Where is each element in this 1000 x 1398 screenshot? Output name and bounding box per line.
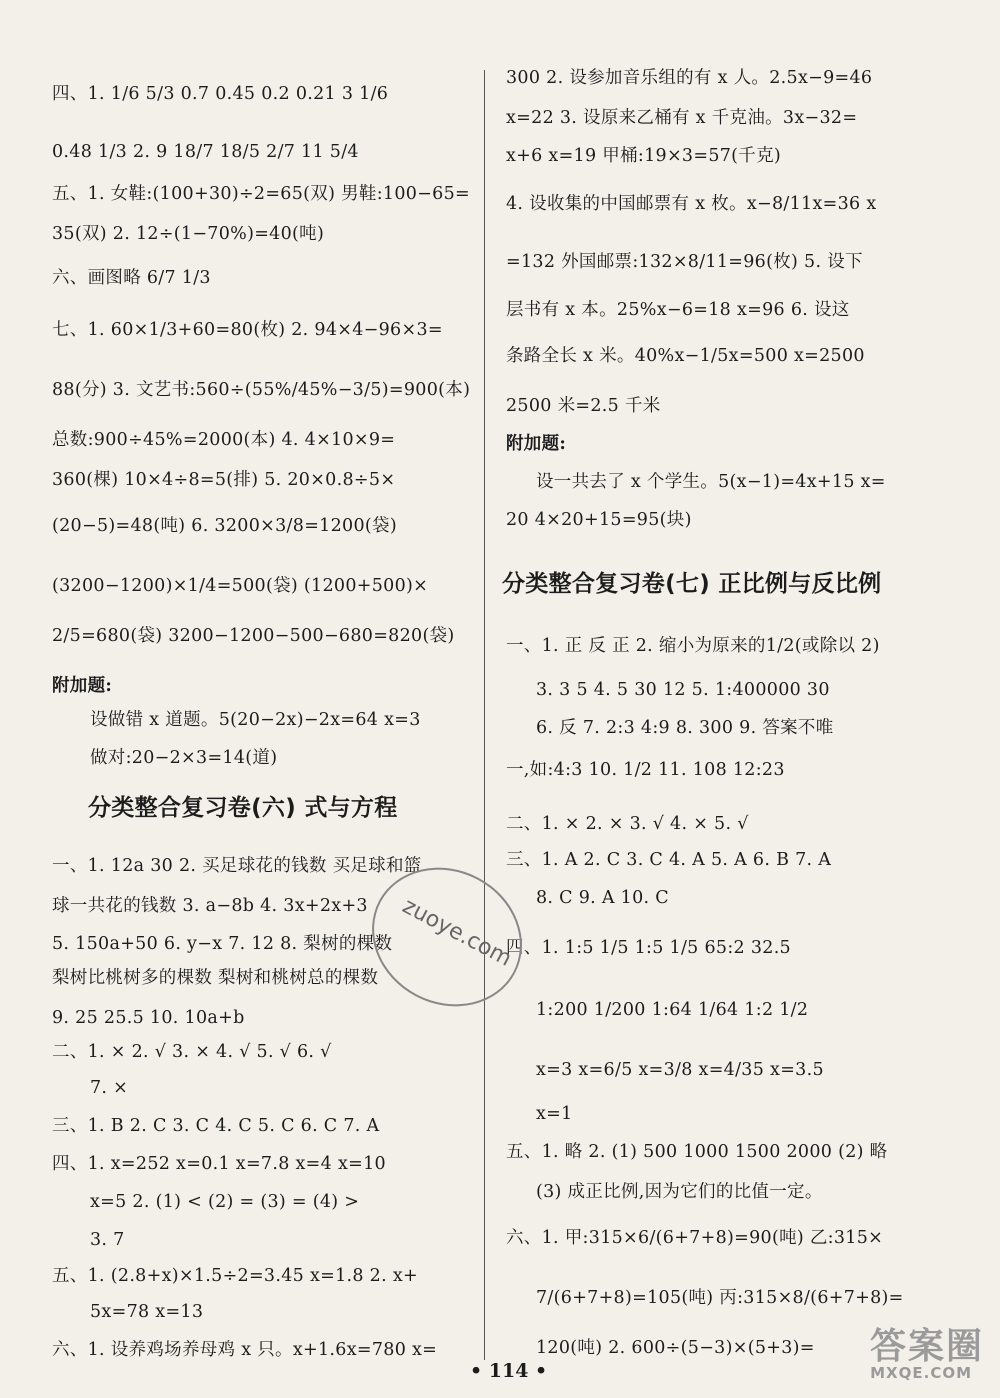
answer-line: 四、1. 1/6 5/3 0.7 0.45 0.2 0.21 3 1/6 [52, 84, 389, 104]
answer-line: 1:200 1/200 1:64 1/64 1:2 1/2 [536, 1000, 809, 1020]
answer-line: 设一共去了 x 个学生。5(x−1)=4x+15 x= [536, 472, 886, 492]
answer-line: 7. × [90, 1078, 129, 1098]
answer-line: (3) 成正比例,因为它们的比值一定。 [536, 1182, 823, 1202]
answer-line: 做对:20−2×3=14(道) [90, 748, 278, 768]
answer-line: 五、1. 略 2. (1) 500 1000 1500 2000 (2) 略 [506, 1142, 888, 1162]
answer-line: 七、1. 60×1/3+60=80(枚) 2. 94×4−96×3= [52, 320, 443, 340]
section-title-six: 分类整合复习卷(六) 式与方程 [88, 795, 398, 821]
answer-line: 设做错 x 道题。5(20−2x)−2x=64 x=3 [90, 710, 421, 730]
answer-line: 六、1. 设养鸡场养母鸡 x 只。x+1.6x=780 x= [52, 1340, 438, 1360]
answer-line: 二、1. × 2. √ 3. × 4. √ 5. √ 6. √ [52, 1042, 332, 1062]
answer-line: 6. 反 7. 2:3 4:9 8. 300 9. 答案不唯 [536, 718, 834, 738]
answer-line: 四、1. 1:5 1/5 1:5 1/5 65:2 32.5 [506, 938, 791, 958]
answer-line: 六、1. 甲:315×6/(6+7+8)=90(吨) 乙:315× [506, 1228, 884, 1248]
answer-line: 4. 设收集的中国邮票有 x 枚。x−8/11x=36 x [506, 194, 877, 214]
answer-line: =132 外国邮票:132×8/11=96(枚) 5. 设下 [506, 252, 863, 272]
answer-line: 360(棵) 10×4÷8=5(排) 5. 20×0.8÷5× [52, 470, 396, 490]
answer-line: 88(分) 3. 文艺书:560÷(55%/45%−3/5)=900(本) [52, 380, 471, 400]
logo-text: 答案圈 [869, 1326, 984, 1367]
answer-line: (20−5)=48(吨) 6. 3200×3/8=1200(袋) [52, 516, 397, 536]
answer-line: x=1 [536, 1104, 573, 1124]
column-divider [484, 70, 485, 1360]
answer-line: x+6 x=19 甲桶:19×3=57(千克) [506, 146, 782, 166]
answer-line: 层书有 x 本。25%x−6=18 x=96 6. 设这 [506, 300, 850, 320]
answer-line: 7/(6+7+8)=105(吨) 丙:315×8/(6+7+8)= [536, 1288, 904, 1308]
logo-url: MXQE.COM [870, 1364, 972, 1382]
answer-line: 三、1. A 2. C 3. C 4. A 5. A 6. B 7. A [506, 850, 832, 870]
answer-line: 球一共花的钱数 3. a−8b 4. 3x+2x+3 [52, 896, 368, 916]
answer-line: 35(双) 2. 12÷(1−70%)=40(吨) [52, 224, 325, 244]
answer-line: 20 4×20+15=95(块) [506, 510, 692, 530]
answer-line: 300 2. 设参加音乐组的有 x 人。2.5x−9=46 [506, 68, 873, 88]
answer-line: 五、1. (2.8+x)×1.5÷2=3.45 x=1.8 2. x+ [52, 1266, 418, 1286]
answer-line: 3. 7 [90, 1230, 125, 1250]
answer-line: 2500 米=2.5 千米 [506, 396, 661, 416]
answer-line: 一,如:4:3 10. 1/2 11. 108 12:23 [506, 760, 785, 780]
answer-line: 8. C 9. A 10. C [536, 888, 669, 908]
answer-line: (3200−1200)×1/4=500(袋) (1200+500)× [52, 576, 429, 596]
section-title-seven: 分类整合复习卷(七) 正比例与反比例 [502, 571, 882, 597]
answer-line: 9. 25 25.5 10. 10a+b [52, 1008, 245, 1028]
answer-line: 梨树比桃树多的棵数 梨树和桃树总的棵数 [52, 968, 379, 988]
answer-line: 二、1. × 2. × 3. √ 4. × 5. √ [506, 814, 749, 834]
answer-line: 一、1. 12a 30 2. 买足球花的钱数 买足球和篮 [52, 856, 422, 876]
answer-line: 0.48 1/3 2. 9 18/7 18/5 2/7 11 5/4 [52, 142, 359, 162]
answer-line: 三、1. B 2. C 3. C 4. C 5. C 6. C 7. A [52, 1116, 380, 1136]
answer-line: 5. 150a+50 6. y−x 7. 12 8. 梨树的棵数 [52, 934, 393, 954]
answer-line: 2/5=680(袋) 3200−1200−500−680=820(袋) [52, 626, 455, 646]
answer-line: 3. 3 5 4. 5 30 12 5. 1:400000 30 [536, 680, 830, 700]
answer-line: x=22 3. 设原来乙桶有 x 千克油。3x−32= [506, 108, 858, 128]
corner-logo [820, 1318, 990, 1388]
answer-line: 5x=78 x=13 [90, 1302, 204, 1322]
answer-line: x=3 x=6/5 x=3/8 x=4/35 x=3.5 [536, 1060, 824, 1080]
watermark-stamp: zuoye.com [348, 842, 547, 1033]
answer-line: 四、1. x=252 x=0.1 x=7.8 x=4 x=10 [52, 1154, 386, 1174]
answer-line: 附加题: [52, 676, 113, 696]
answer-line: 六、画图略 6/7 1/3 [52, 268, 211, 288]
answer-line: 附加题: [506, 434, 567, 454]
answer-line: x=5 2. (1) < (2) = (3) = (4) > [90, 1192, 360, 1212]
answer-line: 条路全长 x 米。40%x−1/5x=500 x=2500 [506, 346, 865, 366]
answer-line: 一、1. 正 反 正 2. 缩小为原来的1/2(或除以 2) [506, 636, 880, 656]
answer-line: 总数:900÷45%=2000(本) 4. 4×10×9= [52, 430, 396, 450]
page-number: • 114 • [470, 1360, 548, 1382]
answer-line: 120(吨) 2. 600÷(5−3)×(5+3)= [536, 1338, 815, 1358]
answer-line: 五、1. 女鞋:(100+30)÷2=65(双) 男鞋:100−65= [52, 184, 470, 204]
